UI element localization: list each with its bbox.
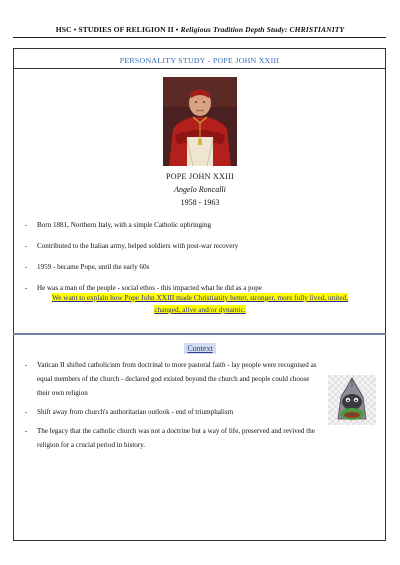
header-rule	[13, 37, 386, 38]
header-prefix: HSC • STUDIES OF RELIGION II •	[55, 25, 181, 34]
context-heading-wrap	[0, 338, 400, 356]
context-heading: Context	[184, 343, 215, 354]
list-item: - Born 1881, Northern Italy, with a simple Catholic upbringing	[25, 218, 360, 232]
list-item: - Shift away from church's authoritarian outlook - end of triumphalism	[25, 405, 320, 419]
portrait-illustration	[163, 77, 237, 166]
title-divider	[13, 68, 386, 69]
highlight-line-2: changed, alive and/or dynamic.	[154, 305, 246, 314]
highlight-line-1: We want to explain how Pope John XXIII made Christianity better, stronger, more fully lived, united,	[51, 293, 349, 302]
section-divider	[13, 333, 386, 335]
highlight-statement	[22, 292, 378, 316]
list-item: - The legacy that the catholic church was not a doctrine but a way of life, preserved and revived the religion for a crucial period in history.	[25, 424, 320, 452]
birth-name: Angelo Roncalli	[174, 185, 226, 194]
papacy-years: 1958 - 1963	[180, 198, 220, 207]
facts-list	[25, 218, 360, 302]
header-subtitle: Religious Tradition Depth Study: CHRISTIANITY	[180, 25, 345, 34]
list-item: - He was a man of the people - social ethos - this impacted what he did as a pope	[25, 281, 360, 295]
context-list	[25, 358, 320, 457]
list-item: - 1959 - became Pope, until the early 60s	[25, 260, 360, 274]
list-item: - Vatican II shifted catholicism from doctrinal to more pastoral faith - lay people were recognised as equal members of the church - declared god existed beyond the church and people could choose their own religion	[25, 358, 320, 400]
hooded-frog-illustration	[328, 375, 376, 425]
cartoon-sticker-image	[328, 375, 376, 425]
list-item: - Contributed to the Italian army, helped soldiers with post-war recovery	[25, 239, 360, 253]
document-header	[0, 25, 400, 34]
pope-portrait-image	[163, 77, 237, 166]
section-title: PERSONALITY STUDY - POPE JOHN XXIII	[119, 56, 280, 65]
pope-name: POPE JOHN XXIII	[165, 172, 235, 181]
